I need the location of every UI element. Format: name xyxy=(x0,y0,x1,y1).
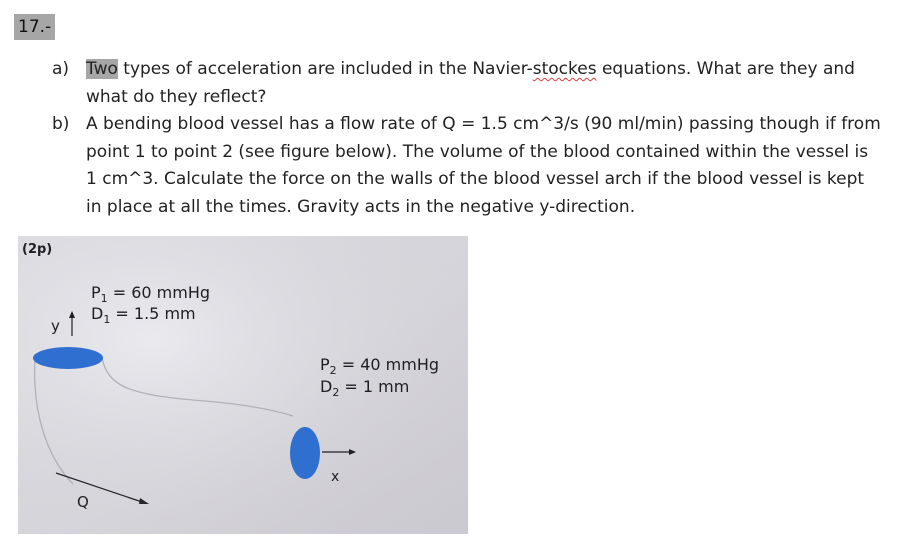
p2-label: $P_2 = 40$ mmHg xyxy=(320,355,440,377)
highlighted-word: Two xyxy=(86,59,118,79)
part-a-marker: a) xyxy=(52,59,70,79)
part-a-text-1: types of acceleration are included in the Navier- xyxy=(117,59,533,79)
points-label: (2p) xyxy=(22,242,53,257)
part-b-marker: b) xyxy=(52,114,70,134)
d1-label: $D_1 = 1.5$ mm xyxy=(91,304,196,326)
part-b xyxy=(52,111,882,221)
part-a-text xyxy=(86,56,882,111)
p1-label: $P_1 = 60$ mmHg xyxy=(91,283,211,305)
vessel-diagram xyxy=(18,236,468,534)
inlet-cross-section xyxy=(33,347,103,369)
d2-label: $D_2 = 1$ mm xyxy=(320,377,410,399)
x-axis-label: x xyxy=(331,469,340,485)
question-number: 17.- xyxy=(14,14,55,40)
part-b-text: A bending blood vessel has a flow rate of Q = 1.5 cm^3/s (90 ml/min) passing though if from point 1 to point 2 (see figure below). The volume of the blood contained within the vessel is 1 cm^3. Calculate the force on the walls of the blood vessel arch if the blood vessel is kept in place at all the times. Gravity acts in the negative y-direction. xyxy=(86,114,881,217)
vessel-figure xyxy=(18,236,468,534)
part-a xyxy=(52,56,882,111)
part-a-text-2: equations. What are they and what do they reflect? xyxy=(86,59,855,107)
spellcheck-word: stockes xyxy=(532,59,597,79)
flow-label: Q xyxy=(77,493,89,511)
outlet-cross-section xyxy=(290,427,320,479)
y-axis-label: y xyxy=(51,317,60,335)
